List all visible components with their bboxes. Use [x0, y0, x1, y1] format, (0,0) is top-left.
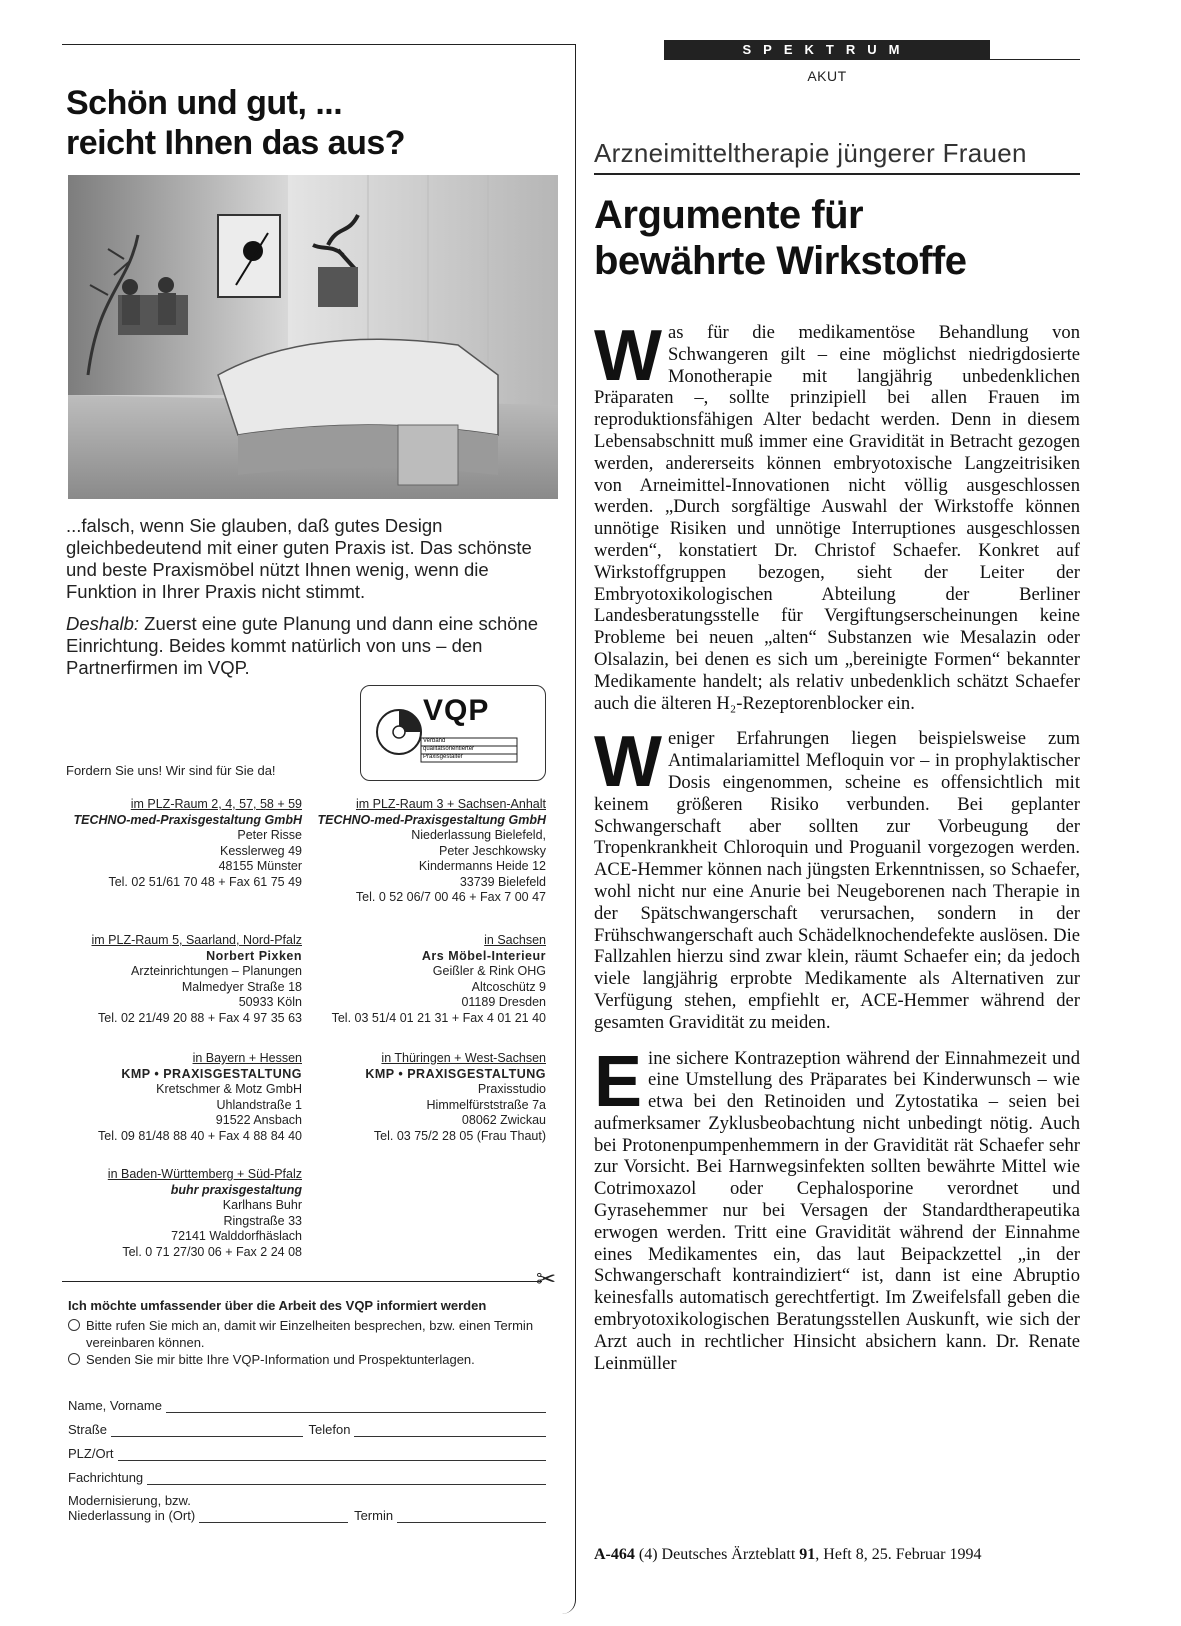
form-row-modernisation: Modernisierung, bzw. Niederlassung in (Ort) Termin	[68, 1493, 546, 1523]
name-field[interactable]	[166, 1401, 546, 1413]
section-rule	[990, 59, 1080, 60]
drop-cap: W	[594, 316, 662, 396]
dealer-entry: in Bayern + Hessen KMP • PRAXISGESTALTUNG Kretschmer & Motz GmbH Uhlandstraße 1 91522 Ansbach Tel. 09 81/48 88 40 + Fax 4 88 84 40	[98, 1051, 302, 1143]
contact-intro: Fordern Sie uns! Wir sind für Sie da!	[66, 763, 276, 778]
vqp-logo-subline-1: Verband	[423, 738, 446, 744]
page-footer: A-464 (4) Deutsches Ärzteblatt 91, Heft 8, 25. Februar 1994	[594, 1546, 982, 1563]
vqp-logo-text: VQP	[423, 694, 490, 727]
article-kicker: Arzneimitteltherapie jüngerer Frauen	[594, 138, 1080, 175]
street-field[interactable]	[111, 1425, 303, 1437]
radio-circle-icon[interactable]	[68, 1319, 80, 1331]
form-row-street: Straße Telefon	[68, 1413, 546, 1437]
vqp-logo-subline-2: qualitätsorientierter	[423, 746, 475, 752]
section-label: SPEKTRUM	[664, 40, 990, 60]
radio-circle-icon[interactable]	[68, 1353, 80, 1365]
drop-cap: W	[594, 722, 662, 803]
form-row-specialty: Fachrichtung	[68, 1461, 546, 1485]
coupon-option-call[interactable]: Bitte rufen Sie mich an, damit wir Einzelheiten besprechen, bzw. einen Termin vereinbaren können.	[68, 1317, 546, 1351]
article-author: Dr. Renate Leinmüller	[594, 1330, 1080, 1374]
coupon-form	[68, 1389, 546, 1523]
request-coupon	[68, 1297, 546, 1368]
dealer-entry: in Baden-Württemberg + Süd-Pfalz buhr praxisgestaltung Karlhans Buhr Ringstraße 33 72141 Walddorfhäslach Tel. 0 71 27/30 06 + Fax 2 24 08	[107, 1167, 302, 1259]
article-paragraph-2: Weniger Erfahrungen liegen beispielsweise zum Antimalariamittel Mefloquin vor – in prophylaktischer Dosis eingenommen, scheine es offensichtlich mit keinem größeren Risiko verbunden. Bei geplanter Schwangerschaft aber sollten zur Vorbeugung der Tropenkrankheit Chloroquin und Proguanil vorgezogen werden. ACE-Hemmer können nach jüngsten Erkenntnissen, so Schaefer, wohl nicht nur eine Anurie bei Neugeborenen nach Therapie in der Spätschwangerschaft verursachen, sondern in der Frühschwangerschaft auch Schädelknochendefekte auslösen. Die Fallzahlen hierzu sind zwar klein, räumt Schaefer ein; da jedoch viele langjährig erprobte Medikamente als Alternativen zur Verfügung stehen, empfiehlt er, ACE-Hemmer während der gesamten Gravidität zu meiden.	[594, 722, 1080, 1033]
date-field[interactable]	[397, 1511, 546, 1523]
article-paragraph-1: Was für die medikamentöse Behandlung von Schwangeren gilt – eine möglichst niedrigdosierte Monotherapie mit langjährig unbedenklichen Präparaten –, sollte prinzipiell bei allen Frauen im reproduktionsfähigen Alter bedacht werden. Denn in diesem Lebensabschnitt muß immer eine Gravidität in Betracht gezogen werden, andererseits können embryotoxische Langzeitrisiken von Arneimittel-Innovationen nicht völlig ausgeschlossen werden. „Durch sorgfältige Auswahl der Wirkstoffe können unnötige Risiken und unnötige Interruptiones ausgeschlossen werden“, konstatiert Dr. Christof Schaefer. Konkret auf Wirkstoffgruppen bezogen, sieht der Leiter der Embryotoxikologischen Abteilung der Berliner Landesberatungsstelle für Vergiftungserscheinungen keine Probleme bei neuen „alten“ Substanzen wie Mesalazin oder Olsalazin, bei denen es sich um „bereinigte Formen“ bekannter Medikamente handelt; als relativ unbedenklich schätzt Schaefer auch die älteren H₂-Rezeptorenblocker ein.	[594, 316, 1080, 714]
ad-paragraph-1: ...falsch, wenn Sie glauben, daß gutes Design gleichbedeutend mit einer guten Praxis ist. Das schönste und beste Praxismöbel nützt Ihnen wenig, wenn die Funktion in Ihrer Praxis nicht stimmt.	[66, 515, 532, 602]
coupon-cut-line	[62, 1281, 542, 1282]
vqp-advertisement	[62, 44, 576, 1614]
article-body	[594, 316, 1080, 1388]
article-headline: Argumente für bewährte Wirkstoffe	[594, 193, 967, 283]
drop-cap: E	[594, 1041, 643, 1122]
dealer-entry: im PLZ-Raum 5, Saarland, Nord-Pfalz Norbert Pixken Arzteinrichtungen – Planungen Malmedyer Straße 18 50933 Köln Tel. 02 21/49 20 88 + Fax 4 97 35 63	[91, 933, 302, 1025]
ad-photo-practice-interior	[68, 175, 558, 499]
dealer-entry: im PLZ-Raum 3 + Sachsen-Anhalt TECHNO-med-Praxisgestaltung GmbH Niederlassung Bielefeld, Peter Jeschkowsky Kindermanns Heide 12 33739 Bielefeld Tel. 0 52 06/7 00 46 + Fax 7 00 47	[317, 797, 546, 904]
page-number: A-464	[594, 1546, 635, 1563]
city-field[interactable]	[118, 1449, 546, 1461]
form-row-city: PLZ/Ort	[68, 1437, 546, 1461]
coupon-option-send-info[interactable]: Senden Sie mir bitte Ihre VQP-Information und Prospektunterlagen.	[68, 1351, 546, 1368]
location-field[interactable]	[199, 1511, 348, 1523]
ad-paragraph-2: Deshalb: Zuerst eine gute Planung und dann eine schöne Einrichtung. Beides kommt natürlich von uns – den Partnerfirmen im VQP.	[66, 613, 539, 678]
scissors-icon: ✂	[536, 1265, 557, 1293]
ad-body-text	[66, 515, 562, 689]
dealer-entry: im PLZ-Raum 2, 4, 57, 58 + 59 TECHNO-med-Praxisgestaltung GmbH Peter Risse Kesslerweg 49 48155 Münster Tel. 02 51/61 70 48 + Fax 61 75 49	[73, 797, 302, 889]
volume-number: 91	[799, 1546, 816, 1563]
phone-field[interactable]	[354, 1425, 546, 1437]
specialty-field[interactable]	[147, 1473, 546, 1485]
coupon-title: Ich möchte umfassender über die Arbeit des VQP informiert werden	[68, 1298, 487, 1313]
form-row-name: Name, Vorname	[68, 1389, 546, 1413]
ad-headline: Schön und gut, ... reicht Ihnen das aus?	[66, 84, 406, 162]
dealer-entry: in Sachsen Ars Möbel-Interieur Geißler & Rink OHG Altcoschütz 9 01189 Dresden Tel. 03 51/4 01 21 31 + Fax 4 01 21 40	[331, 933, 546, 1025]
subsection-label: AKUT	[807, 68, 847, 84]
dealer-entry: in Thüringen + West-Sachsen KMP • PRAXISGESTALTUNG Praxisstudio Himmelfürststraße 7a 08062 Zwickau Tel. 03 75/2 28 05 (Frau Thaut)	[365, 1051, 546, 1143]
vqp-logo-box	[360, 685, 546, 781]
article-paragraph-3: Eine sichere Kontrazeption während der Einnahmezeit und eine Umstellung des Präparates bei Kinderwunsch – wie etwa bei den Retinoiden und Zytostatika – seien bei aufmerksamer Zyklusbeobachtung nicht unbedingt nötig. Auch bei Protonenpumpenhemmern in der Gravidität rät Schaefer sehr zur Vorsicht. Bei Harnwegsinfekten sollten bewährte Mittel wie Cotrimoxazol oder Cephalosporine verordnet und Gyrasehemmer nur bei Versagen der Standardtherapeutika erwogen werden. Tritt eine Gravidität während der Einnahme eines Medikamentes ein, das laut Beipackzettel „in der Schwangerschaft kontraindiziert“ ist, dann ist eine Abruptio keinesfalls automatisch gerechtfertigt. Im Zweifelsfall geben die embryotoxikologischen Beratungsstellen Auskunft, wie sich der Arzt auch in rechtlicher Hinsicht absichern kann. Dr. Renate Leinmüller	[594, 1041, 1080, 1374]
vqp-logo-subline-3: Praxisgestalter	[423, 754, 463, 760]
